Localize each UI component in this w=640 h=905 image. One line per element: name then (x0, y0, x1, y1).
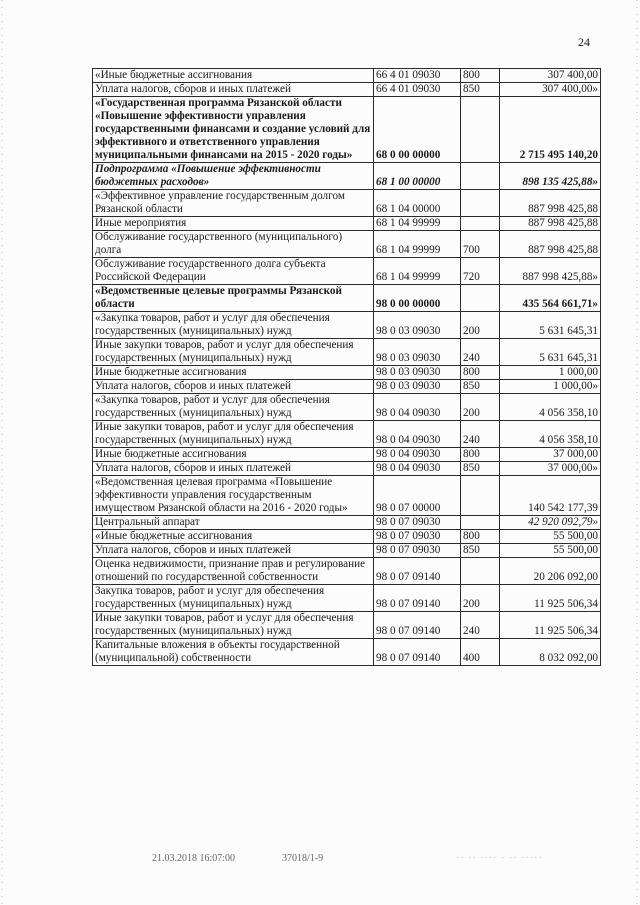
row-kind-cell (461, 516, 500, 530)
row-kind-cell (461, 97, 500, 163)
row-code-cell: 68 1 04 00000 (374, 190, 461, 217)
row-kind-cell: 400 (461, 639, 500, 666)
row-amount-cell: 2 715 495 140,20 (500, 97, 601, 163)
row-kind-cell: 850 (461, 83, 500, 97)
table-row (93, 421, 601, 448)
row-code-cell: 98 0 07 09140 (374, 639, 461, 666)
row-name-cell: Иные бюджетные ассигнования (93, 366, 374, 380)
table-row (93, 380, 601, 394)
row-name-cell: Уплата налогов, сборов и иных платежей (93, 544, 374, 558)
row-code-cell: 68 1 04 99999 (374, 217, 461, 231)
row-kind-cell (461, 476, 500, 516)
row-name-cell: «Ведомственная целевая программа «Повышение эффективности управления государственным имуществом Рязанской области на 2016 - 2020 годы» (93, 476, 374, 516)
row-name-cell: Закупка товаров, работ и услуг для обеспечения государственных (муниципальных) нужд (93, 585, 374, 612)
table-row (93, 585, 601, 612)
row-kind-cell (461, 190, 500, 217)
row-amount-cell: 1 000,00 (500, 366, 601, 380)
row-code-cell: 68 1 00 00000 (374, 163, 461, 190)
right-margin-scan-marks (636, 0, 638, 905)
row-amount-cell: 887 998 425,88 (500, 190, 601, 217)
row-kind-cell: 200 (461, 394, 500, 421)
row-code-cell: 98 0 03 09030 (374, 366, 461, 380)
row-kind-cell (461, 558, 500, 585)
row-name-cell: Центральный аппарат (93, 516, 374, 530)
row-kind-cell: 200 (461, 312, 500, 339)
row-amount-cell: 5 631 645,31 (500, 312, 601, 339)
table-row (93, 516, 601, 530)
table-row (93, 69, 601, 83)
row-amount-cell: 140 542 177,39 (500, 476, 601, 516)
table-row (93, 394, 601, 421)
row-amount-cell: 4 056 358,10 (500, 421, 601, 448)
row-code-cell: 68 0 00 00000 (374, 97, 461, 163)
row-name-cell: Оценка недвижимости, признание прав и регулирование отношений по государственной собственности (93, 558, 374, 585)
row-amount-cell: 42 920 092,79» (500, 516, 601, 530)
row-kind-cell: 850 (461, 380, 500, 394)
row-amount-cell: 20 206 092,00 (500, 558, 601, 585)
row-code-cell: 98 0 07 09140 (374, 612, 461, 639)
row-name-cell: Капитальные вложения в объекты государственной (муниципальной) собственности (93, 639, 374, 666)
row-name-cell: Обслуживание государственного долга субъекта Российской Федерации (93, 258, 374, 285)
table-row (93, 612, 601, 639)
budget-table-body (93, 69, 601, 666)
row-code-cell: 98 0 03 09030 (374, 312, 461, 339)
row-amount-cell: 8 032 092,00 (500, 639, 601, 666)
table-row (93, 97, 601, 163)
row-name-cell: Уплата налогов, сборов и иных платежей (93, 83, 374, 97)
row-code-cell: 98 0 07 09030 (374, 530, 461, 544)
row-code-cell: 98 0 07 09140 (374, 585, 461, 612)
row-name-cell: «Закупка товаров, работ и услуг для обеспечения государственных (муниципальных) нужд (93, 394, 374, 421)
row-name-cell: «Закупка товаров, работ и услуг для обеспечения государственных (муниципальных) нужд (93, 312, 374, 339)
row-amount-cell: 307 400,00 (500, 69, 601, 83)
row-code-cell: 98 0 03 09030 (374, 339, 461, 366)
row-code-cell: 66 4 01 09030 (374, 69, 461, 83)
row-amount-cell: 307 400,00» (500, 83, 601, 97)
row-name-cell: «Иные бюджетные ассигнования (93, 530, 374, 544)
row-amount-cell: 11 925 506,34 (500, 585, 601, 612)
table-row (93, 231, 601, 258)
row-kind-cell: 240 (461, 339, 500, 366)
row-kind-cell: 200 (461, 585, 500, 612)
table-row (93, 217, 601, 231)
table-row (93, 163, 601, 190)
row-name-cell: «Эффективное управление государственным долгом Рязанской области (93, 190, 374, 217)
row-amount-cell: 1 000,00» (500, 380, 601, 394)
row-name-cell: «Иные бюджетные ассигнования (93, 69, 374, 83)
table-row (93, 530, 601, 544)
row-kind-cell: 850 (461, 544, 500, 558)
row-code-cell: 98 0 03 09030 (374, 380, 461, 394)
row-name-cell: Обслуживание государственного (муниципального) долга (93, 231, 374, 258)
row-amount-cell: 4 056 358,10 (500, 394, 601, 421)
table-row (93, 639, 601, 666)
row-kind-cell: 850 (461, 462, 500, 476)
row-name-cell: Уплата налогов, сборов и иных платежей (93, 462, 374, 476)
table-row (93, 462, 601, 476)
row-kind-cell: 800 (461, 530, 500, 544)
table-row (93, 190, 601, 217)
row-amount-cell: 435 564 661,71» (500, 285, 601, 312)
row-kind-cell: 240 (461, 612, 500, 639)
row-kind-cell: 720 (461, 258, 500, 285)
row-code-cell: 98 0 00 00000 (374, 285, 461, 312)
row-code-cell: 98 0 04 09030 (374, 448, 461, 462)
row-kind-cell: 800 (461, 69, 500, 83)
row-code-cell: 98 0 04 09030 (374, 462, 461, 476)
row-kind-cell (461, 163, 500, 190)
table-row (93, 285, 601, 312)
table-row (93, 339, 601, 366)
row-kind-cell (461, 217, 500, 231)
row-amount-cell: 887 998 425,88 (500, 231, 601, 258)
table-row (93, 448, 601, 462)
row-name-cell: Уплата налогов, сборов и иных платежей (93, 380, 374, 394)
row-amount-cell: 55 500,00 (500, 530, 601, 544)
row-name-cell: Подпрограмма «Повышение эффективности бюджетных расходов» (93, 163, 374, 190)
table-row (93, 558, 601, 585)
footer-timestamp: 21.03.2018 16:07:00 (152, 853, 236, 864)
row-code-cell: 98 0 04 09030 (374, 394, 461, 421)
row-code-cell: 98 0 07 09030 (374, 544, 461, 558)
row-kind-cell: 700 (461, 231, 500, 258)
row-amount-cell: 37 000,00 (500, 448, 601, 462)
row-name-cell: Иные мероприятия (93, 217, 374, 231)
row-amount-cell: 5 631 645,31 (500, 339, 601, 366)
row-code-cell: 98 0 04 09030 (374, 421, 461, 448)
row-code-cell: 98 0 07 09140 (374, 558, 461, 585)
row-kind-cell (461, 285, 500, 312)
row-amount-cell: 887 998 425,88» (500, 258, 601, 285)
row-name-cell: Иные бюджетные ассигнования (93, 448, 374, 462)
row-name-cell: «Ведомственные целевые программы Рязанской области (93, 285, 374, 312)
table-row (93, 83, 601, 97)
row-kind-cell: 240 (461, 421, 500, 448)
row-name-cell: «Государственная программа Рязанской области «Повышение эффективности управления государственными финансами и создание условий для эффективного и ответственного управления муниципальными финансами на 2015 - 2020 годы» (93, 97, 374, 163)
row-name-cell: Иные закупки товаров, работ и услуг для обеспечения государственных (муниципальных) нужд (93, 421, 374, 448)
row-kind-cell: 800 (461, 366, 500, 380)
row-amount-cell: 37 000,00» (500, 462, 601, 476)
row-amount-cell: 55 500,00 (500, 544, 601, 558)
footer-document-id: 37018/1-9 (282, 853, 324, 864)
table-row (93, 476, 601, 516)
row-amount-cell: 898 135 425,88» (500, 163, 601, 190)
budget-table (92, 68, 601, 666)
row-code-cell: 68 1 04 99999 (374, 258, 461, 285)
table-row (93, 258, 601, 285)
table-row (93, 312, 601, 339)
row-amount-cell: 11 925 506,34 (500, 612, 601, 639)
row-kind-cell: 800 (461, 448, 500, 462)
row-amount-cell: 887 998 425,88 (500, 217, 601, 231)
left-margin-scan-marks (1, 0, 3, 905)
row-code-cell: 98 0 07 00000 (374, 476, 461, 516)
row-name-cell: Иные закупки товаров, работ и услуг для обеспечения государственных (муниципальных) нужд (93, 612, 374, 639)
page-number: 24 (578, 35, 590, 49)
row-code-cell: 98 0 07 09030 (374, 516, 461, 530)
row-code-cell: 68 1 04 99999 (374, 231, 461, 258)
row-code-cell: 66 4 01 09030 (374, 83, 461, 97)
footer-faint-marks: ·· ·· ···· · ·· ····· (456, 853, 543, 864)
table-row (93, 366, 601, 380)
table-row (93, 544, 601, 558)
row-name-cell: Иные закупки товаров, работ и услуг для обеспечения государственных (муниципальных) нужд (93, 339, 374, 366)
